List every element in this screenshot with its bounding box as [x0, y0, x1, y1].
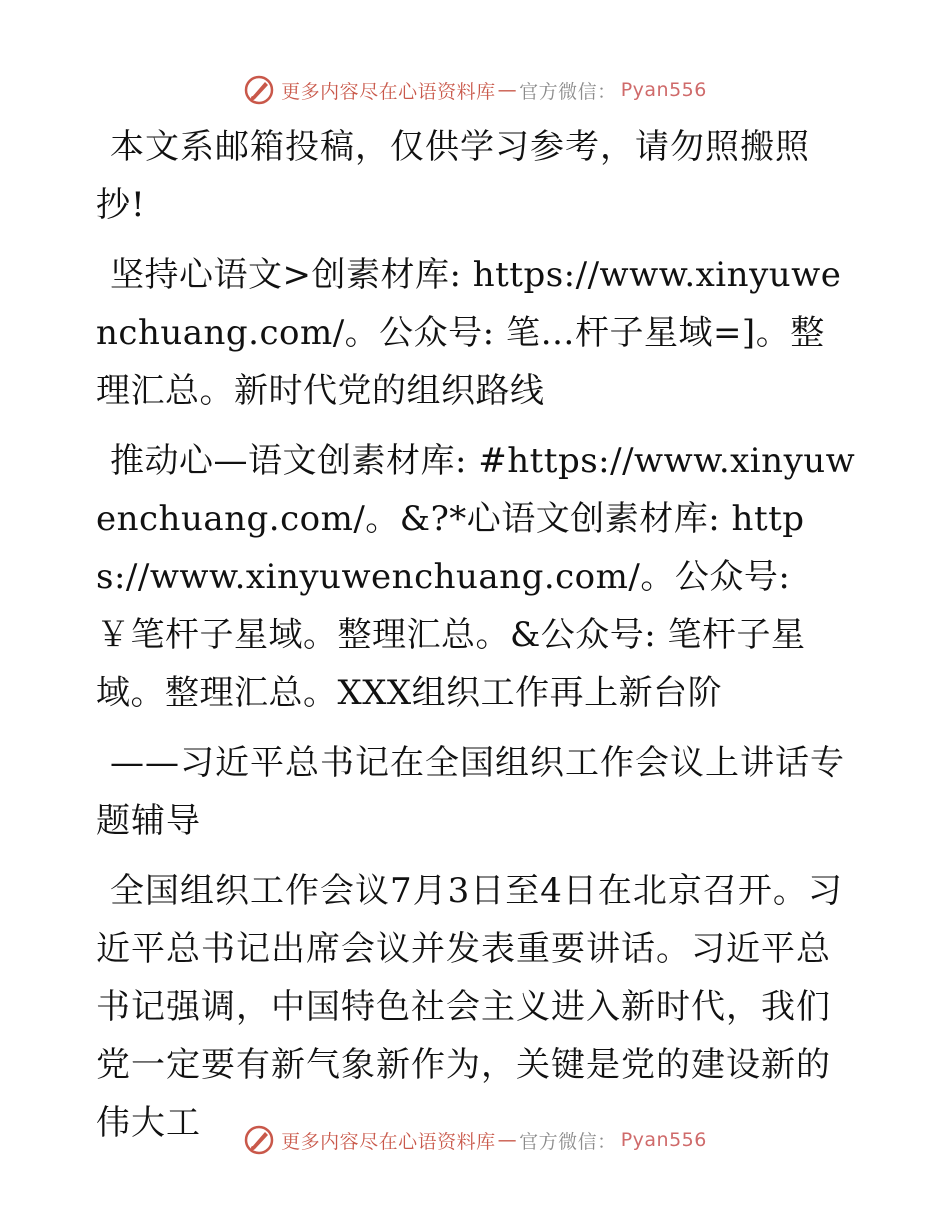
- banner-dash: —: [497, 1129, 518, 1151]
- paragraph-body: 全国组织工作会议7月3日至4日在北京召开。习近平总书记出席会议并发表重要讲话。习近平总书记强调，中国特色社会主义进入新时代，我们党一定要有新气象新作为，关键是党的建设新的伟大工: [96, 871, 843, 1143]
- banner-main-text: 更多内容尽在心语资料库: [281, 80, 496, 103]
- paragraph-source-1: 坚持心语文>创素材库: https://www.xinyuwenchuang.com/。公众号: 笔…杆子星域=]。整理汇总。新时代党的组织路线: [96, 255, 842, 411]
- banner-dash: —: [497, 79, 518, 101]
- banner-sub-text: 官方微信：: [519, 80, 617, 103]
- paragraph-disclaimer: 本文系邮箱投稿，仅供学习参考，请勿照搬照抄!: [96, 127, 810, 225]
- paragraph-source-2: 推动心—语文创素材库: #https://www.xinyuwenchuang.com/。&?*心语文创素材库: https://www.xinyuwenchuang.com/。公众号: ￥笔杆子星域。整理汇总。&公众号: 笔杆子星域。整理汇总。XXX组织工作再上新台阶: [96, 441, 856, 713]
- pen-seal-icon: [243, 1124, 275, 1156]
- banner-wechat-id: Pyan556: [620, 1129, 707, 1151]
- document-body: [96, 118, 856, 1164]
- paragraph-subtitle: ——习近平总书记在全国组织工作会议上讲话专题辅导: [96, 743, 845, 841]
- banner-wechat-id: Pyan556: [620, 79, 707, 101]
- header-watermark-banner: [0, 70, 950, 110]
- banner-sub-text: 官方微信：: [519, 1130, 617, 1153]
- banner-main-text: 更多内容尽在心语资料库: [281, 1130, 496, 1153]
- pen-seal-icon: [243, 74, 275, 106]
- footer-watermark-banner: [0, 1120, 950, 1160]
